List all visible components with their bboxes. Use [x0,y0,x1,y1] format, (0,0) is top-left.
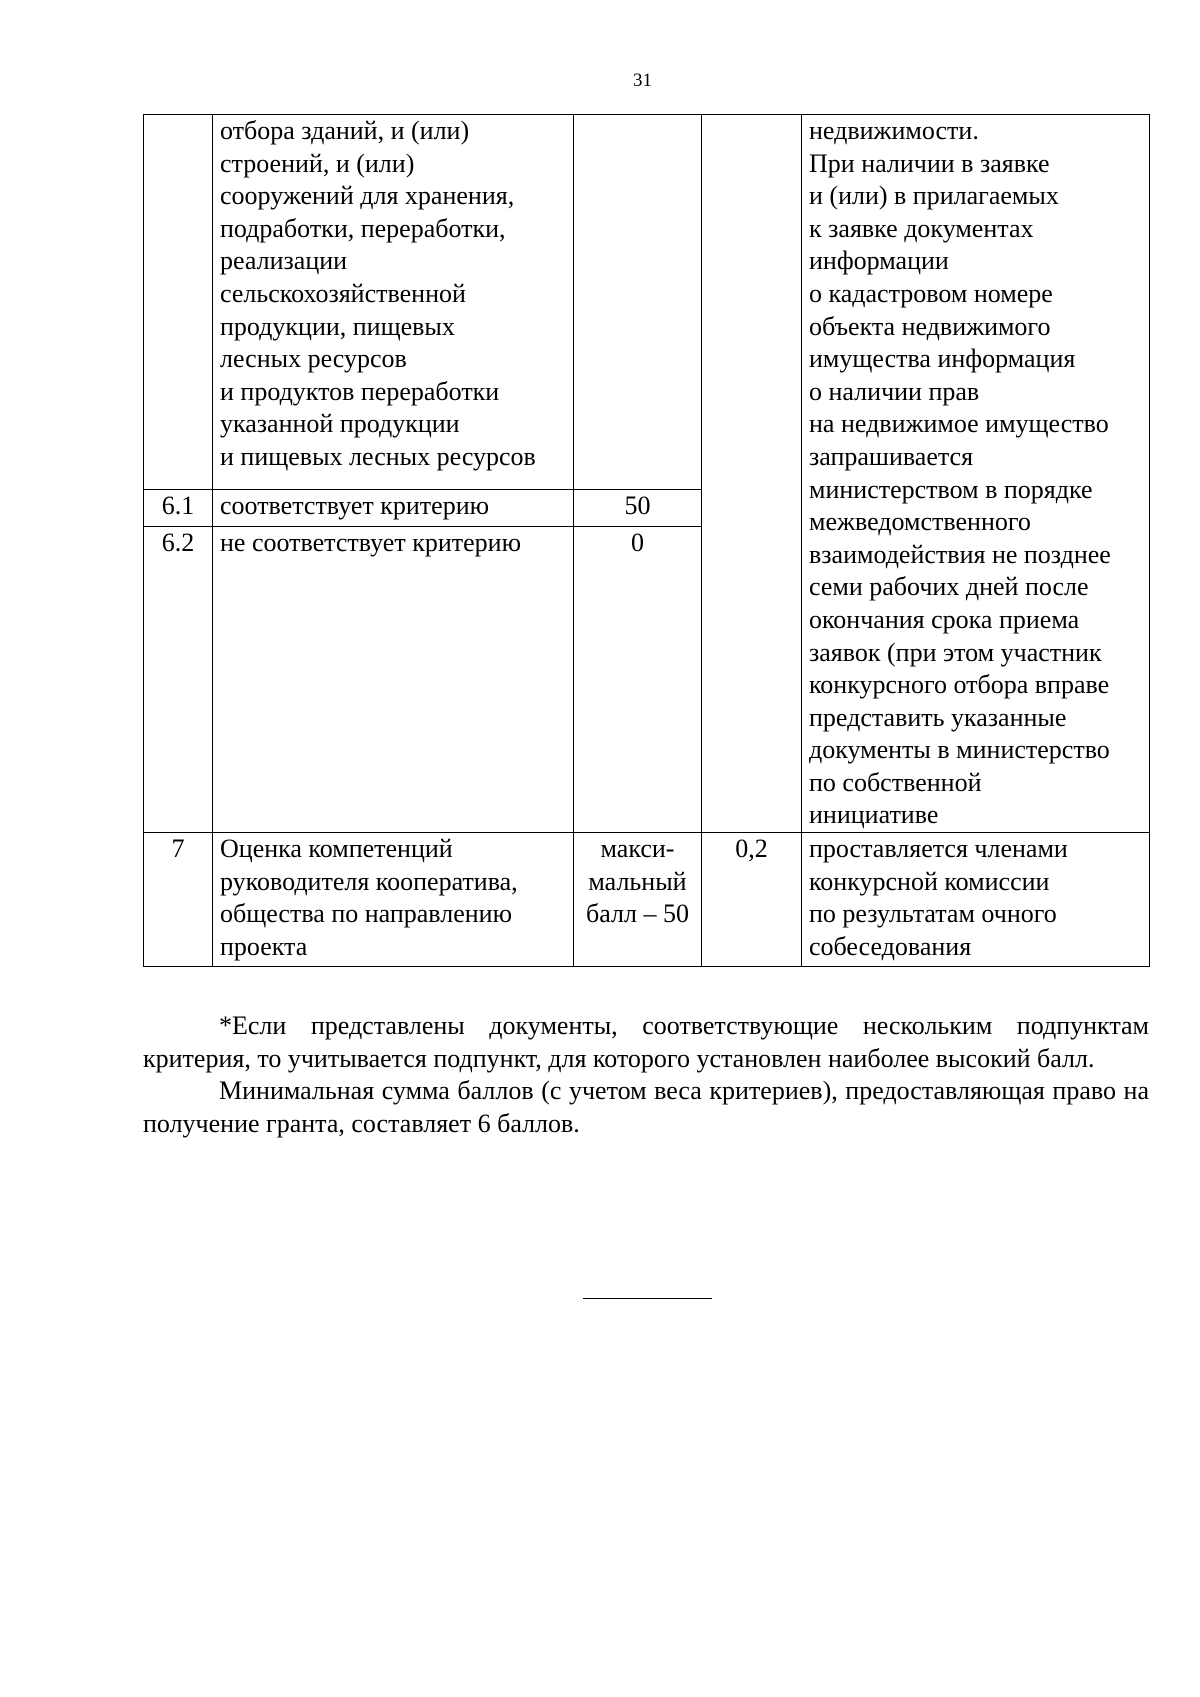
criterion-description: отбора зданий, и (или) строений, и (или) сооружений для хранения, подработки, переработки, реализации сельскохозяйственной продукции, пищевых лесных ресурсов и продуктов переработки указанной продукции и пищевых лесных ресурсов [213,115,574,490]
row-number: 6.1 [144,489,213,527]
criterion-description: не соответствует критерию [213,527,574,833]
table-row [144,833,1150,967]
points-value: 50 [574,489,702,527]
note-cell: недвижимости. При наличии в заявке и (или) в прилагаемых к заявке документах информации о кадастровом номере объекта недвижимого имущества информация о наличии прав на недвижимое имущество запрашивается министерством в порядке межведомственного взаимодействия не позднее семи рабочих дней после окончания срока приема заявок (при этом участник конкурсного отбора вправе представить указанные документы в министерство по собственной инициативе [802,115,1150,833]
end-divider [583,1298,712,1299]
row-number-cell [144,115,213,490]
points-value: 0 [574,527,702,833]
points-value: макси- мальный балл – 50 [574,833,702,967]
criterion-description: Оценка компетенций руководителя кооператива, общества по направлению проекта [213,833,574,967]
weight-value: 0,2 [702,833,802,967]
row-number: 6.2 [144,527,213,833]
row-number: 7 [144,833,213,967]
footnote-block [143,1010,1149,1140]
points-cell [574,115,702,490]
note-cell: проставляется членами конкурсной комиссии по результатам очного собеседования [802,833,1150,967]
table-row-continued [144,115,1150,490]
minimum-score-paragraph: Минимальная сумма баллов (с учетом веса критериев), предоставляющая право на получение гранта, составляет 6 баллов. [143,1076,1149,1138]
criteria-table [143,114,1150,967]
criterion-description: соответствует критерию [213,489,574,527]
weight-cell [702,115,802,833]
page-number: 31 [633,70,652,91]
footnote-paragraph: *Если представлены документы, соответствующие нескольким подпунктам критерия, то учитывается подпункт, для которого установлен наиболее высокий балл. [143,1011,1149,1073]
